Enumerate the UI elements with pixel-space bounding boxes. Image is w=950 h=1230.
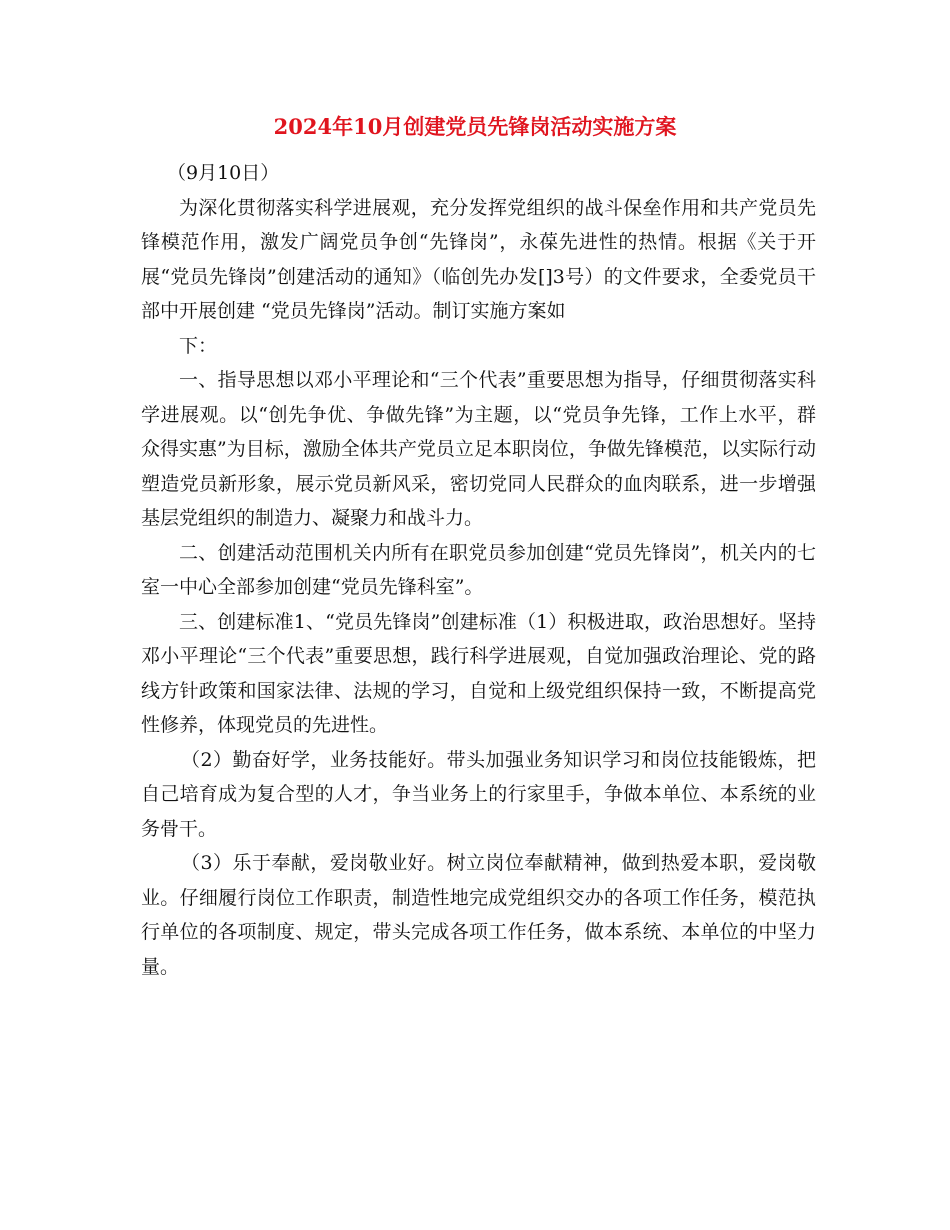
- standard-item-3: （3）乐于奉献，爱岗敬业好。树立岗位奉献精神，做到热爱本职，爱岗敬业。仔细履行岗位工作职责，制造性地完成党组织交办的各项工作任务，模范执行单位的各项制度、规定，带头完成各项工作任务，做本系统、本单位的中坚力量。: [141, 852, 816, 978]
- intro-continuation: 下：: [179, 334, 218, 357]
- document-title: 2024年10月创建党员先锋岗活动实施方案: [273, 114, 677, 139]
- section-activity-scope: 二、创建活动范围机关内所有在职党员参加创建“党员先锋岗”，机关内的七室一中心全部参加创建“党员先锋科室”。: [141, 541, 816, 598]
- intro-paragraph: 为深化贯彻落实科学进展观，充分发挥党组织的战斗保垒作用和共产党员先锋模范作用，激发广阔党员争创“先锋岗”，永葆先进性的热情。根据《关于开展“党员先锋岗”创建活动的通知》（临创先办发[]3号）的文件要求，全委党员干部中开展创建 “党员先锋岗”活动。制订实施方案如: [141, 196, 816, 322]
- document-body: [141, 156, 816, 984]
- date-line: （9月10日）: [167, 162, 280, 184]
- section-standards: 三、创建标准1、“党员先锋岗”创建标准（1）积极进取，政治思想好。坚持邓小平理论“三个代表”重要思想，践行科学进展观，自觉加强政治理论、党的路线方针政策和国家法律、法规的学习，自觉和上级党组织保持一致，不断提高党性修养，体现党员的先进性。: [141, 610, 816, 736]
- section-guiding-ideology: 一、指导思想以邓小平理论和“三个代表”重要思想为指导，仔细贯彻落实科学进展观。以“创先争优、争做先锋”为主题，以“党员争先锋，工作上水平，群众得实惠”为目标，激励全体共产党员立足本职岗位，争做先锋模范，以实际行动塑造党员新形象，展示党员新风采，密切党同人民群众的血肉联系，进一步增强基层党组织的制造力、凝聚力和战斗力。: [141, 369, 816, 529]
- standard-item-2: （2）勤奋好学，业务技能好。带头加强业务知识学习和岗位技能锻炼，把自己培育成为复合型的人才，争当业务上的行家里手，争做本单位、本系统的业务骨干。: [141, 748, 816, 840]
